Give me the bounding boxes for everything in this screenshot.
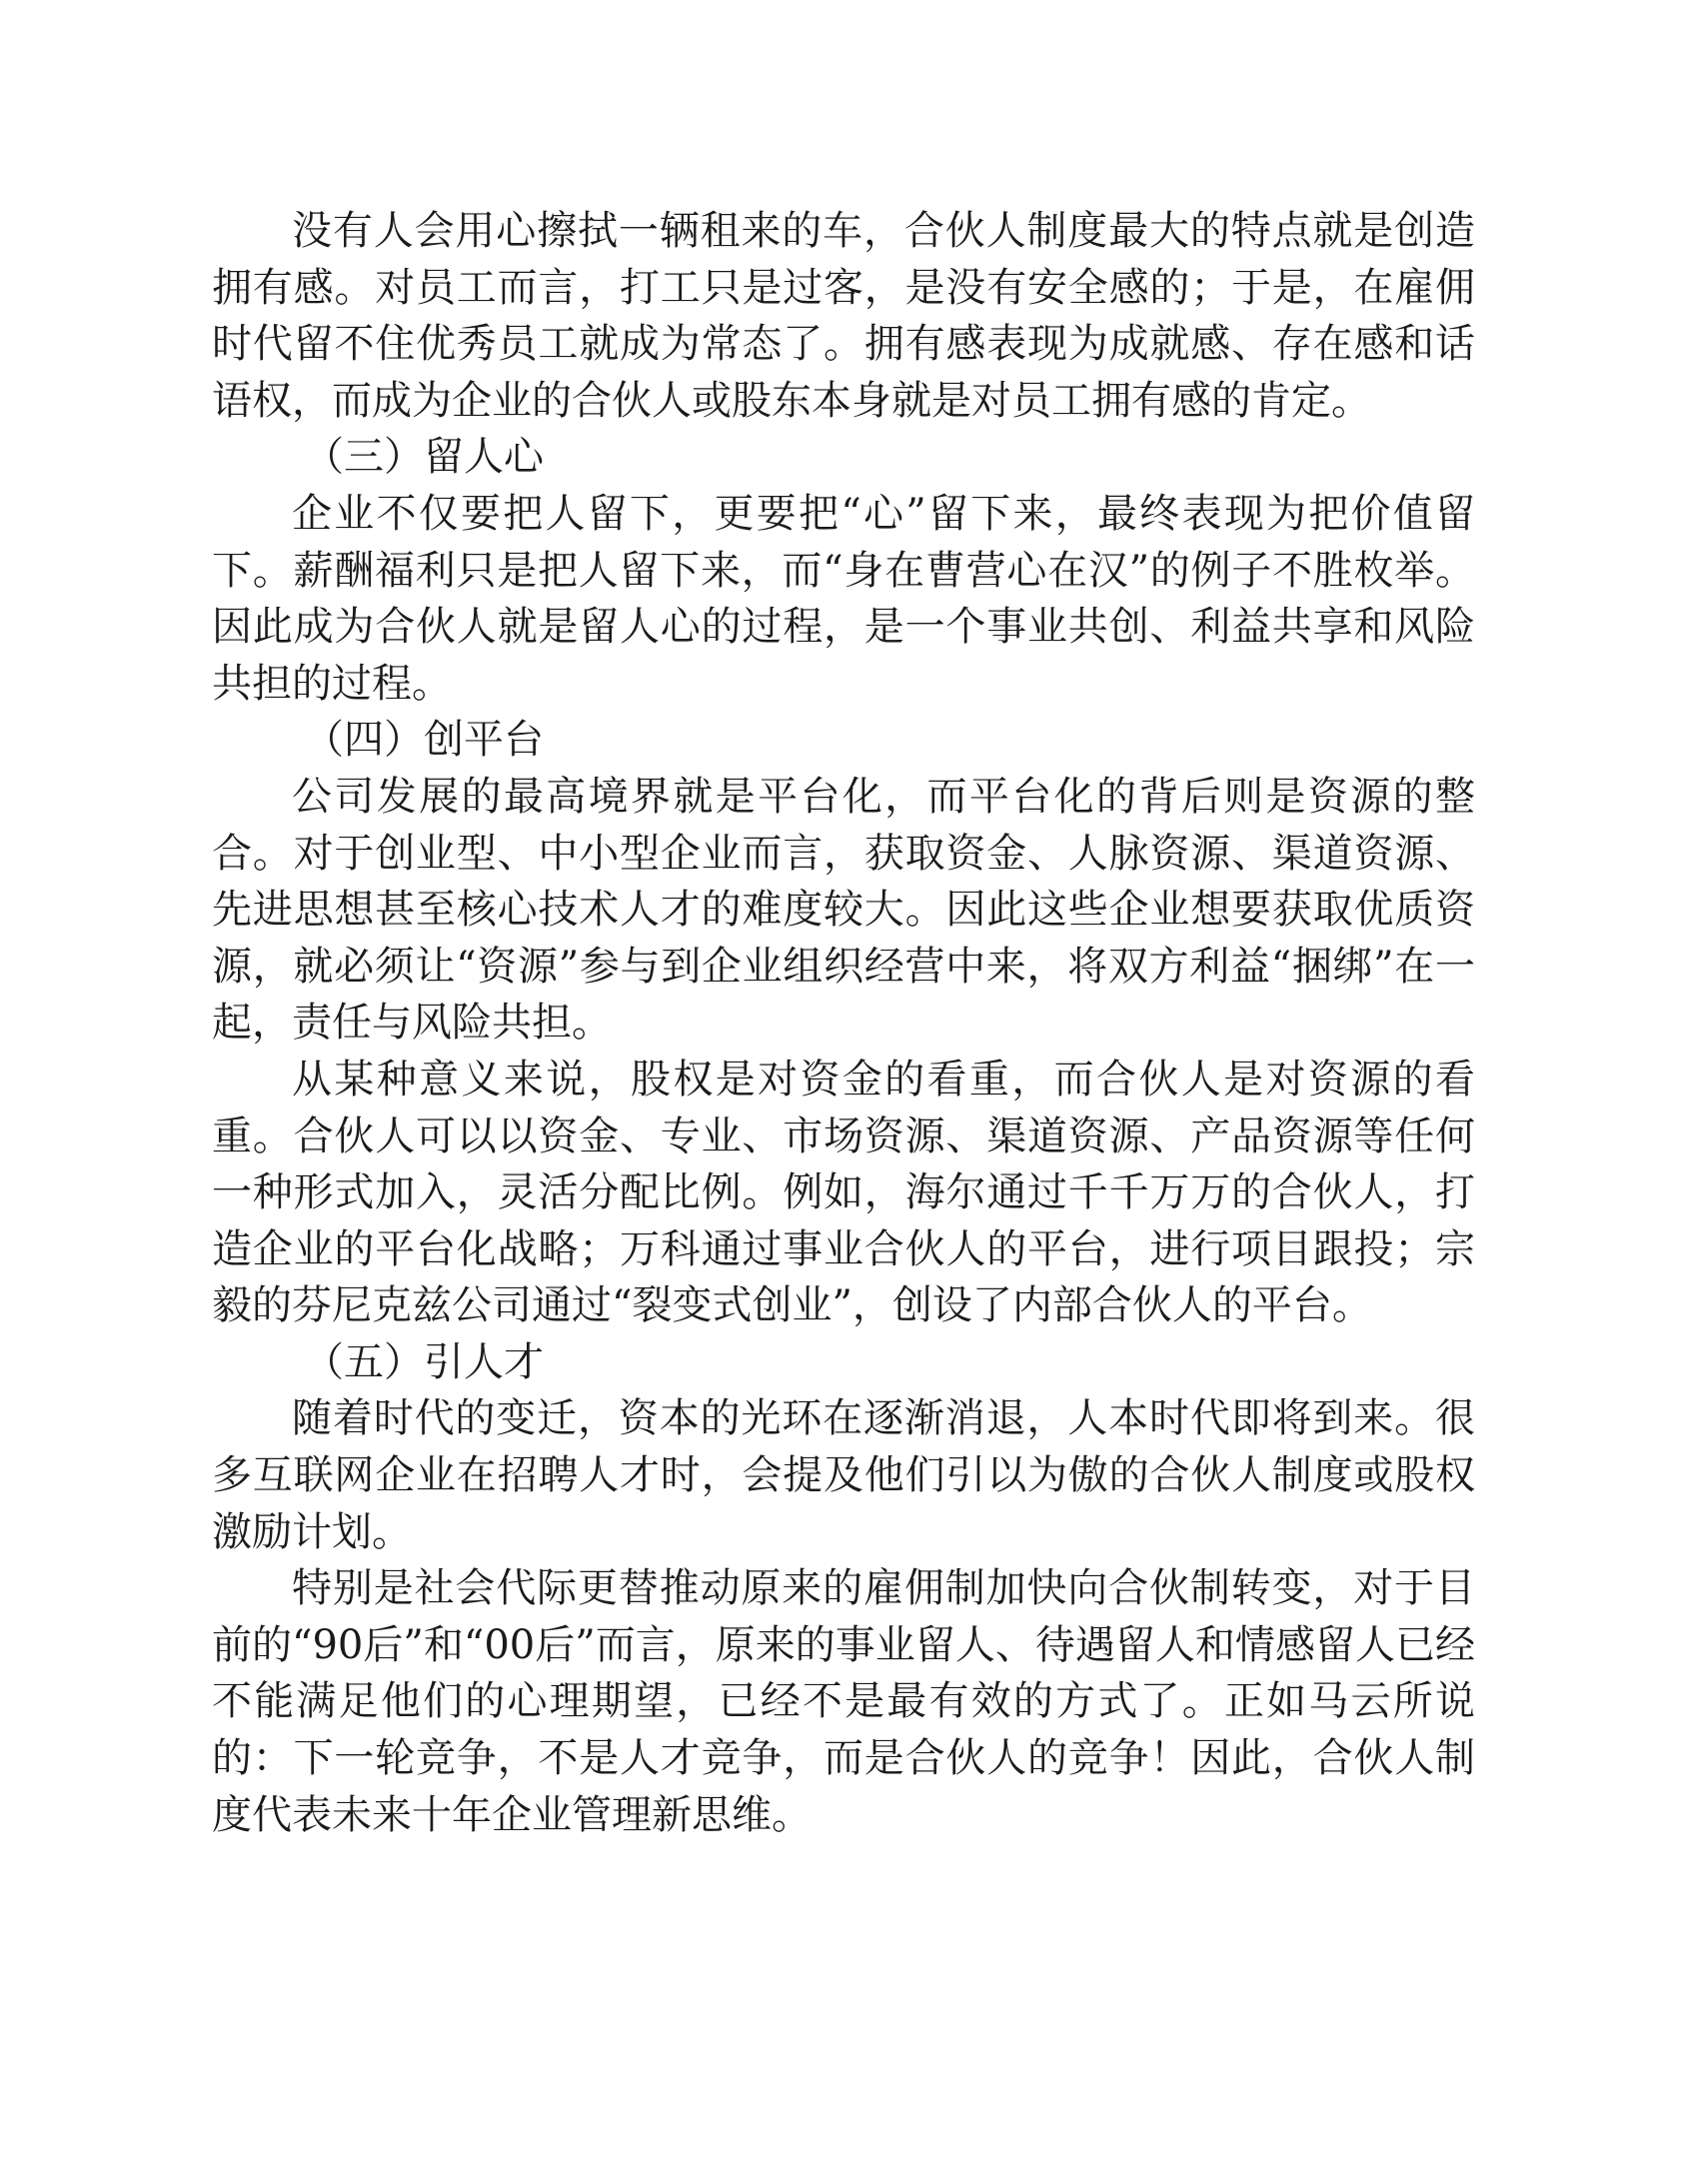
- section-heading-create-platform: （四）创平台: [304, 717, 544, 764]
- paragraph-ownership: 没有人会用心擦拭一辆租来的车，合伙人制度最大的特点就是创造拥有感。对员工而言，打工只是过客，是没有安全感的；于是，在雇佣时代留不住优秀员工就成为常态了。拥有感表现为成就感、存在感和话语权，而成为企业的合伙人或股东本身就是对员工拥有感的肯定。: [212, 208, 1475, 424]
- paragraph-retain-hearts: 企业不仅要把人留下，更要把“心”留下来，最终表现为把价值留下。薪酬福利只是把人留下来，而“身在曹营心在汉”的例子不胜枚举。因此成为合伙人就是留人心的过程，是一个事业共创、利益共享和风险共担的过程。: [212, 490, 1475, 707]
- paragraph-platform-resources: 公司发展的最高境界就是平台化，而平台化的背后则是资源的整合。对于创业型、中小型企业而言，获取资金、人脉资源、渠道资源、先进思想甚至核心技术人才的难度较大。因此这些企业想要获取优质资源，就必须让“资源”参与到企业组织经营中来，将双方利益“捆绑”在一起，责任与风险共担。: [212, 773, 1475, 1047]
- paragraph-equity-vs-partners: 从某种意义来说，股权是对资金的看重，而合伙人是对资源的看重。合伙人可以以资金、专业、市场资源、渠道资源、产品资源等任何一种形式加入，灵活分配比例。例如，海尔通过千千万万的合伙人，打造企业的平台化战略；万科通过事业合伙人的平台，进行项目跟投；宗毅的芬尼克兹公司通过“裂变式创业”，创设了内部合伙人的平台。: [212, 1056, 1475, 1329]
- section-heading-retain-hearts: （三）留人心: [304, 434, 544, 481]
- paragraph-human-capital-era: 随着时代的变迁，资本的光环在逐渐消退，人本时代即将到来。很多互联网企业在招聘人才时，会提及他们引以为傲的合伙人制度或股权激励计划。: [212, 1395, 1475, 1555]
- document-page: [212, 203, 1475, 1843]
- section-heading-attract-talent: （五）引人才: [304, 1338, 544, 1385]
- paragraph-generational-shift: 特别是社会代际更替推动原来的雇佣制加快向合伙制转变，对于目前的“90后”和“00后”而言，原来的事业留人、待遇留人和情感留人已经不能满足他们的心理期望，已经不是最有效的方式了。正如马云所说的：下一轮竞争，不是人才竞争，而是合伙人的竞争！因此，合伙人制度代表未来十年企业管理新思维。: [212, 1565, 1475, 1838]
